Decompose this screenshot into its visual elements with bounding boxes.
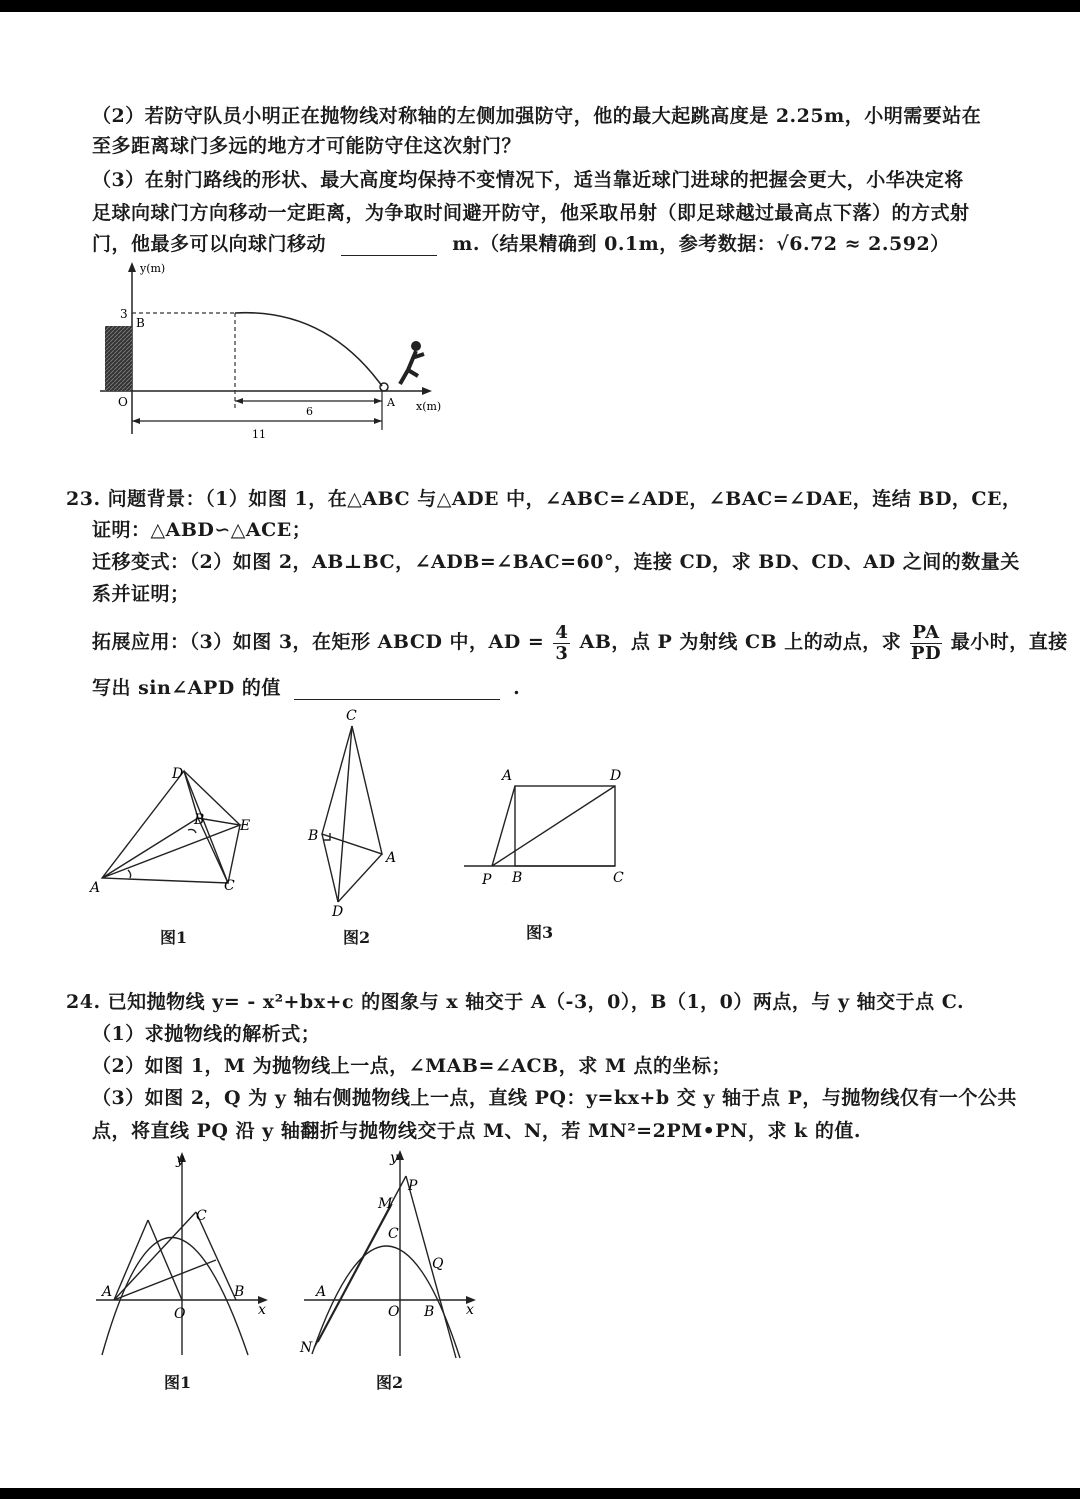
- q23-line6: 写出 sin∠APD 的值 .: [92, 677, 521, 699]
- vertex-a: A: [386, 850, 397, 866]
- vertex-b: B: [194, 812, 205, 828]
- q23-line5: [92, 620, 1068, 664]
- q23-figure-2: [302, 706, 412, 918]
- q22-soccer-figure: [90, 258, 460, 448]
- goal-post: [105, 326, 132, 391]
- point-a: A: [102, 1284, 113, 1300]
- q22-part2-line2: 至多距离球门多远的地方才可能防守住这次射门？: [92, 135, 522, 157]
- point-c: C: [196, 1208, 207, 1224]
- q24-line2: （1）求抛物线的解析式；: [92, 1023, 321, 1045]
- fraction-4-3: $\frac{4}{3}$: [555, 621, 569, 664]
- q22-part3-text: 门，他最多可以向球门移动: [92, 233, 327, 255]
- top-border: [0, 0, 1080, 12]
- point-n: N: [300, 1340, 313, 1356]
- point-p: P: [408, 1178, 418, 1194]
- vertex-b: B: [308, 828, 319, 844]
- point-b: B: [234, 1284, 245, 1300]
- ball-trajectory: [235, 313, 382, 386]
- fig2-caption: 图2: [343, 928, 371, 947]
- q23-figure-3: [460, 764, 640, 894]
- height-label: 3: [120, 307, 128, 321]
- x-axis-label: x: [258, 1302, 266, 1318]
- answer-blank[interactable]: [294, 679, 500, 700]
- q23-line1: 23. 问题背景：（1）如图 1，在△ABC 与△ADE 中，∠ABC=∠ADE，∠BAC=∠DAE，连结 BD，CE，: [66, 488, 1022, 510]
- vertex-d: D: [332, 904, 344, 918]
- vertex-p: P: [482, 872, 492, 888]
- q24-figure-1: [96, 1150, 276, 1362]
- bottom-border: [0, 1488, 1080, 1499]
- vertex-e: E: [240, 818, 251, 834]
- point-b-label: B: [136, 316, 145, 330]
- origin-label: O: [174, 1306, 186, 1322]
- origin-label: O: [118, 395, 128, 409]
- vertex-a: A: [502, 768, 513, 784]
- distance-6-label: 6: [306, 405, 313, 418]
- q22-part2-line1: （2）若防守队员小明正在抛物线对称轴的左侧加强防守，他的最大起跳高度是 2.25m，小明需要站在: [92, 105, 982, 127]
- distance-11-label: 11: [252, 428, 266, 441]
- point-c: C: [388, 1226, 399, 1242]
- ball-icon: [380, 383, 388, 391]
- vertex-c: C: [346, 708, 357, 724]
- y-axis-label: y: [390, 1150, 398, 1166]
- q24-line4: （3）如图 2，Q 为 y 轴右侧抛物线上一点，直线 PQ：y=kx+b 交 y 轴于点 P，与抛物线仅有一个公共: [92, 1087, 1017, 1109]
- origin-label: O: [388, 1304, 400, 1320]
- q22-part3-line1: （3）在射门路线的形状、最大高度均保持不变情况下，适当靠近球门进球的把握会更大，小华决定将: [92, 169, 964, 191]
- fraction-pa-pd: $\frac{PA}{PD}$: [910, 621, 942, 664]
- q24-fig2-caption: 图2: [376, 1373, 404, 1392]
- player-icon: [400, 341, 424, 384]
- q22-part3-line3: [92, 232, 950, 256]
- x-axis-label: x: [466, 1302, 474, 1318]
- q23-line5-text-end: 最小时，直接: [950, 631, 1068, 653]
- point-q: Q: [432, 1256, 444, 1272]
- point-m: M: [378, 1196, 393, 1212]
- q22-part3-text-end: m.（结果精确到 0.1m，参考数据：√6.72 ≈ 2.592）: [452, 233, 950, 255]
- y-axis-label: y(m): [140, 262, 166, 275]
- x-axis-label: x(m): [416, 400, 442, 413]
- fig1-caption: 图1: [160, 928, 188, 947]
- point-a-label: A: [387, 396, 395, 409]
- vertex-c: C: [613, 870, 624, 886]
- q22-part3-line2: 足球向球门方向移动一定距离，为争取时间避开防守，他采取吊射（即足球越过最高点下落）的方式射: [92, 202, 970, 224]
- point-a: A: [316, 1284, 327, 1300]
- q23-line6-text: 写出 sin∠APD 的值: [92, 677, 281, 699]
- q23-line2: 证明：△ABD∽△ACE；: [92, 519, 312, 541]
- q23-line5-text-mid: AB，点 P 为射线 CB 上的动点，求: [579, 631, 902, 653]
- q24-figure-2: [296, 1146, 486, 1362]
- answer-blank[interactable]: [341, 235, 437, 256]
- vertex-d: D: [172, 766, 184, 782]
- q23-line5-text: 拓展应用：（3）如图 3，在矩形 ABCD 中，AD =: [92, 631, 545, 653]
- vertex-c: C: [224, 878, 235, 894]
- point-b: B: [424, 1304, 435, 1320]
- q24-fig1-caption: 图1: [164, 1373, 192, 1392]
- q24-line1: 24. 已知抛物线 y= - x²+bx+c 的图象与 x 轴交于 A（-3，0），B（1，0）两点，与 y 轴交于点 C.: [66, 991, 965, 1013]
- y-axis-label: y: [176, 1152, 184, 1168]
- vertex-d: D: [610, 768, 622, 784]
- vertex-b: B: [512, 870, 523, 886]
- q24-line3: （2）如图 1，M 为抛物线上一点，∠MAB=∠ACB，求 M 点的坐标；: [92, 1055, 731, 1077]
- vertex-a: A: [90, 880, 101, 896]
- q23-line3: 迁移变式：（2）如图 2，AB⊥BC，∠ADB=∠BAC=60°，连接 CD，求 BD、CD、AD 之间的数量关: [92, 551, 1020, 573]
- fig3-caption: 图3: [526, 923, 554, 942]
- q23-figure-1: [88, 760, 258, 900]
- q24-line5: 点，将直线 PQ 沿 y 轴翻折与抛物线交于点 M、N，若 MN²=2PM•PN，求 k 的值.: [92, 1120, 861, 1142]
- q23-line4: 系并证明；: [92, 583, 190, 605]
